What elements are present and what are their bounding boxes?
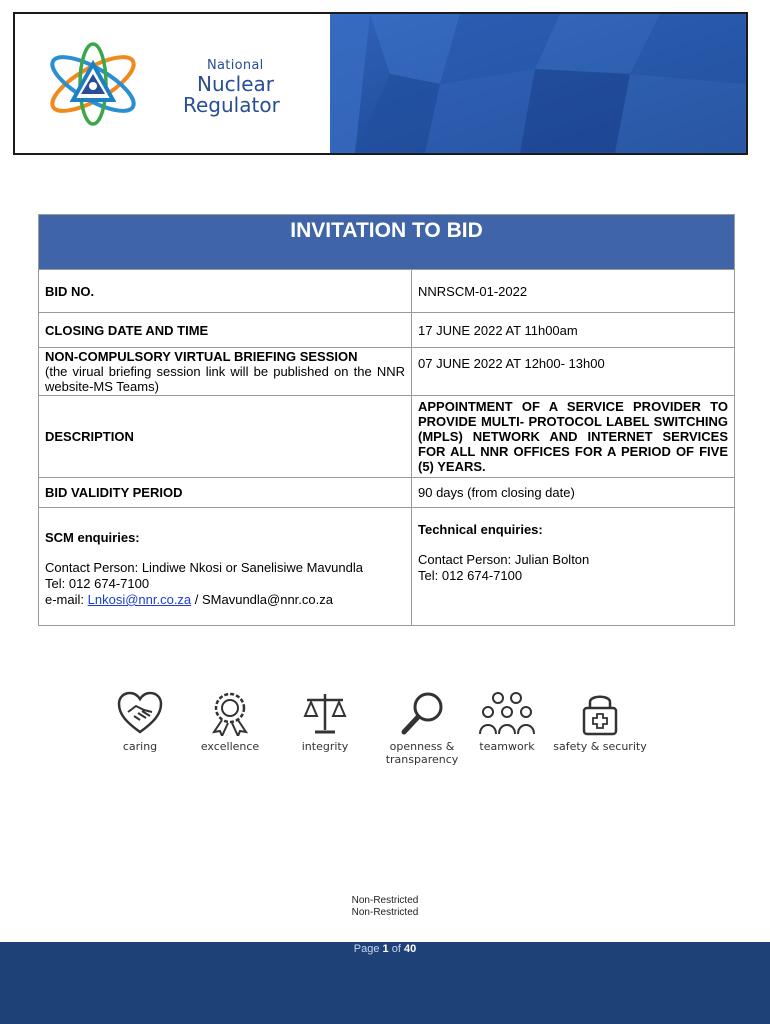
validity-row [39,478,735,508]
briefing-row [39,348,735,396]
company-values [100,690,670,780]
value-caring-label: caring [122,740,158,753]
description-value: APPOINTMENT OF A SERVICE PROVIDER TO PROVIDE MULTI- PROTOCOL LABEL SWITCHING (MPLS) NETWORK AND INTERNET SERVICES FOR ALL NNR OFFICES FOR A PERIOD OF FIVE (5) YEARS. [412,396,735,478]
technical-enquiries-cell [412,508,735,626]
value-safety [550,690,650,753]
closing-date-row [39,313,735,348]
restriction-label-1: Non-Restricted [351,895,419,906]
org-line-1: National [207,58,264,73]
magnifier-icon [398,690,446,736]
description-label: DESCRIPTION [39,396,412,478]
org-line-3: Regulator [183,93,280,117]
restriction-label-2: Non-Restricted [351,907,419,918]
page-of: of [388,943,404,955]
bid-number-row [39,270,735,313]
briefing-label: NON-COMPULSORY VIRTUAL BRIEFING SESSION [45,349,358,364]
technical-heading: Technical enquiries: [418,522,543,537]
banner-pattern [330,14,746,153]
briefing-value: 07 JUNE 2022 AT 12h00- 13h00 [412,348,735,396]
nnr-logo-icon [43,42,143,126]
page-total: 40 [403,943,417,955]
page-title: INVITATION TO BID [39,215,735,270]
scm-contact: Contact Person: Lindiwe Nkosi or Sanelisiwe Mavundla [45,560,363,575]
organisation-name [183,59,280,115]
value-teamwork-label: teamwork [479,740,535,753]
closing-date-value: 17 JUNE 2022 AT 11h00am [412,313,735,348]
team-people-icon [478,690,536,736]
award-ribbon-icon [206,690,254,736]
page-current: 1 [382,943,389,955]
title-row [39,215,735,270]
scm-email-suffix: / SMavundla@nnr.co.za [191,592,333,607]
technical-tel: Tel: 012 674-7100 [418,568,523,583]
briefing-note: (the virual briefing session link will be published on the NNR website-MS Teams) [45,364,405,394]
padlock-cross-icon [576,690,624,736]
value-excellence-label: excellence [200,740,260,753]
handshake-heart-icon [116,690,164,736]
enquiries-row [39,508,735,626]
scm-email-link[interactable]: Lnkosi@nnr.co.za [87,592,192,607]
scm-email-prefix: e-mail: [45,592,88,607]
value-excellence [180,690,280,753]
scm-enquiries-cell [39,508,412,626]
value-integrity-label: integrity [301,740,349,753]
validity-label: BID VALIDITY PERIOD [39,478,412,508]
header-banner [13,12,748,155]
closing-date-label: CLOSING DATE AND TIME [39,313,412,348]
scales-icon [301,690,349,736]
value-caring [90,690,190,753]
bid-number-value: NNRSCM-01-2022 [412,270,735,313]
value-openness-line-2: transparency [385,753,459,766]
scm-heading: SCM enquiries: [45,530,140,545]
scm-tel: Tel: 012 674-7100 [45,576,150,591]
briefing-cell [39,348,412,396]
bid-number-label: BID NO. [39,270,412,313]
scm-email-line [45,592,405,608]
value-teamwork [457,690,557,753]
page-number [0,943,770,955]
technical-contact: Contact Person: Julian Bolton [418,552,590,567]
value-openness-line-1: openness & [389,740,455,753]
validity-value: 90 days (from closing date) [412,478,735,508]
org-line-2: Nuclear [197,72,274,96]
description-row [39,396,735,478]
bid-details-table [38,214,735,626]
value-safety-label: safety & security [553,740,647,753]
value-integrity [275,690,375,753]
page-prefix: Page [353,943,383,955]
